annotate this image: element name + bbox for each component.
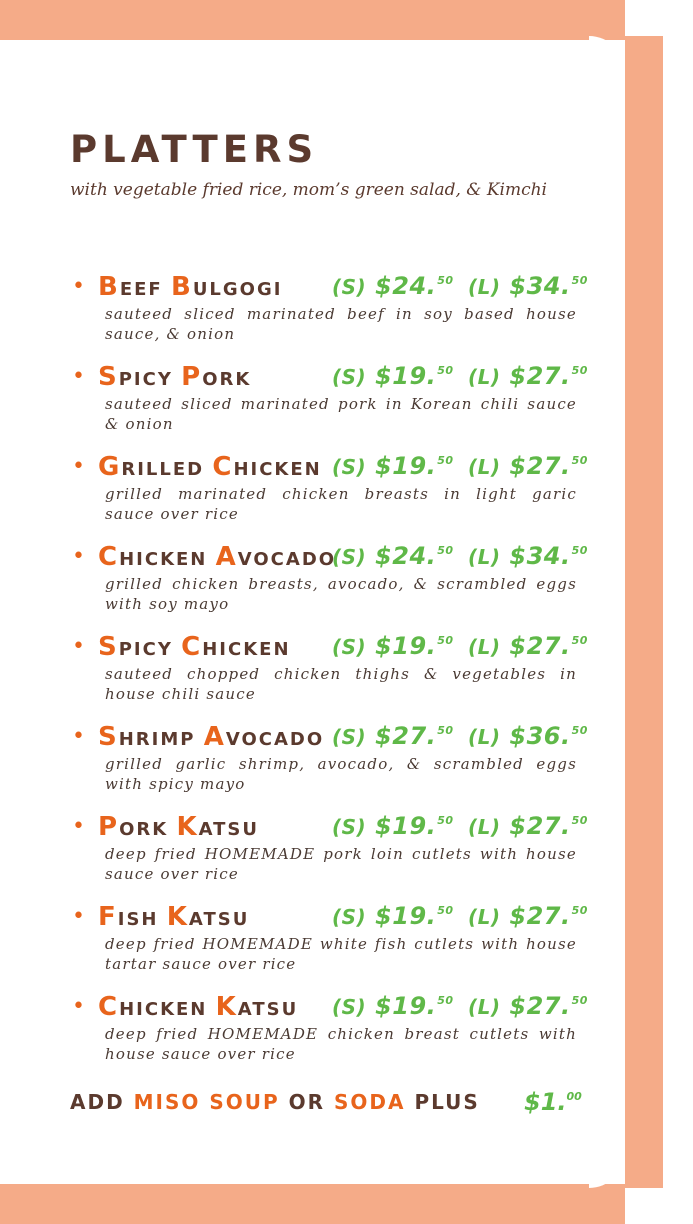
price-large — [468, 902, 588, 930]
price-small-dollars: $19. — [375, 362, 437, 390]
price-large-cents: 50 — [571, 994, 588, 1007]
item-name-rest-1: EEF — [119, 279, 171, 300]
item-description: deep fried HOMEMADE pork loin cutlets with house sauce over rice — [105, 845, 577, 883]
price-small-cents: 50 — [437, 634, 454, 647]
price-large — [468, 542, 588, 570]
menu-item — [70, 270, 590, 360]
size-label-small: (S) — [332, 995, 367, 1019]
price-large-cents: 50 — [571, 274, 588, 287]
price-large-dollars: $34. — [509, 542, 571, 570]
addon-text-1: ADD — [70, 1090, 134, 1114]
price-small — [332, 272, 454, 300]
item-name — [98, 452, 322, 482]
price-small-cents: 50 — [437, 724, 454, 737]
item-name — [98, 632, 291, 662]
item-name-initial-1: S — [98, 632, 119, 662]
menu-item — [70, 360, 590, 450]
addon-price-dollars: $1. — [524, 1088, 567, 1116]
item-name-initial-1: G — [98, 452, 122, 482]
frame-right-border — [625, 36, 663, 1188]
price-small — [332, 992, 454, 1020]
item-description: deep fried HOMEMADE white fish cutlets with house tartar sauce over rice — [105, 935, 577, 973]
size-label-large: (L) — [468, 905, 501, 929]
size-label-small: (S) — [332, 455, 367, 479]
item-name-rest-2: ATSU — [198, 819, 260, 840]
price-large-dollars: $36. — [509, 722, 571, 750]
price-small-cents: 50 — [437, 904, 454, 917]
price-large-cents: 50 — [571, 544, 588, 557]
item-name-rest-1: HRIMP — [118, 729, 204, 750]
item-name-initial-1: C — [98, 992, 120, 1022]
price-large — [468, 812, 588, 840]
price-small-cents: 50 — [437, 454, 454, 467]
item-name — [98, 362, 251, 392]
frame-bottom-border — [0, 1184, 625, 1224]
size-label-small: (S) — [332, 815, 367, 839]
item-description: sauteed chopped chicken thighs & vegetables in house chili sauce — [105, 665, 577, 703]
price-large — [468, 272, 588, 300]
item-name — [98, 812, 259, 842]
price-large — [468, 992, 588, 1020]
price-large — [468, 722, 588, 750]
price-large-dollars: $27. — [509, 812, 571, 840]
price-small — [332, 452, 454, 480]
price-large-dollars: $27. — [509, 902, 571, 930]
addon-text-3: PLUS — [405, 1090, 480, 1114]
price-small-cents: 50 — [437, 364, 454, 377]
price-large — [468, 362, 588, 390]
price-small-dollars: $19. — [375, 632, 437, 660]
item-description: deep fried HOMEMADE chicken breast cutlets with house sauce over rice — [105, 1025, 577, 1063]
price-small-dollars: $27. — [375, 722, 437, 750]
frame-corner-top — [589, 36, 625, 72]
price-small-cents: 50 — [437, 814, 454, 827]
size-label-large: (L) — [468, 635, 501, 659]
item-name-initial-2: K — [215, 992, 238, 1022]
addon-line — [70, 1090, 480, 1114]
price-small-dollars: $19. — [375, 902, 437, 930]
size-label-large: (L) — [468, 365, 501, 389]
item-name — [98, 722, 324, 752]
item-name-initial-2: C — [181, 632, 203, 662]
item-name-initial-2: A — [203, 722, 226, 752]
size-label-small: (S) — [332, 365, 367, 389]
price-small-cents: 50 — [437, 994, 454, 1007]
item-description: sauteed sliced marinated beef in soy based house sauce, & onion — [105, 305, 577, 343]
price-small-dollars: $24. — [375, 542, 437, 570]
item-name-rest-1: ORK — [119, 819, 177, 840]
item-name-rest-1: PICY — [118, 639, 182, 660]
size-label-small: (S) — [332, 725, 367, 749]
item-name-rest-1: HICKEN — [119, 999, 216, 1020]
item-name — [98, 542, 336, 572]
size-label-large: (L) — [468, 995, 501, 1019]
item-name-rest-2: VOCADO — [225, 729, 325, 750]
price-large-dollars: $27. — [509, 632, 571, 660]
item-name — [98, 992, 298, 1022]
price-small-dollars: $24. — [375, 272, 437, 300]
size-label-small: (S) — [332, 275, 367, 299]
frame-corner-cut-top — [625, 0, 693, 36]
menu-title: PLATTERS — [70, 128, 319, 171]
price-large-cents: 50 — [571, 454, 588, 467]
item-description: grilled garlic shrimp, avocado, & scrambled eggs with spicy mayo — [105, 755, 577, 793]
menu-item — [70, 810, 590, 900]
item-description: grilled marinated chicken breasts in light garic sauce over rice — [105, 485, 577, 523]
item-description: sauteed sliced marinated pork in Korean chili sauce & onion — [105, 395, 577, 433]
frame-top-border — [0, 0, 625, 40]
price-small — [332, 902, 454, 930]
item-name-rest-1: RILLED — [121, 459, 213, 480]
bullet-icon: • — [72, 634, 85, 659]
price-small — [332, 632, 454, 660]
size-label-small: (S) — [332, 545, 367, 569]
price-large-dollars: $27. — [509, 992, 571, 1020]
menu-item — [70, 450, 590, 540]
item-name-initial-2: C — [212, 452, 234, 482]
addon-price-cents: 00 — [566, 1090, 582, 1103]
item-name-rest-1: ISH — [117, 909, 167, 930]
price-small-cents: 50 — [437, 544, 454, 557]
price-small-dollars: $19. — [375, 452, 437, 480]
size-label-large: (L) — [468, 725, 501, 749]
price-small-dollars: $19. — [375, 992, 437, 1020]
item-name-rest-2: HICKEN — [233, 459, 322, 480]
item-name-initial-1: B — [98, 272, 120, 302]
menu-item — [70, 900, 590, 990]
size-label-small: (S) — [332, 635, 367, 659]
menu-item — [70, 630, 590, 720]
item-name — [98, 272, 282, 302]
addon-soda: SODA — [334, 1090, 406, 1114]
addon-text-2: OR — [279, 1090, 335, 1114]
item-name-initial-1: P — [98, 812, 120, 842]
addon-miso-soup: MISO SOUP — [133, 1090, 280, 1114]
menu-item — [70, 720, 590, 810]
item-name-initial-1: F — [98, 902, 118, 932]
price-large-cents: 50 — [571, 364, 588, 377]
price-large-dollars: $34. — [509, 272, 571, 300]
item-name-initial-1: S — [98, 362, 119, 392]
price-large — [468, 632, 588, 660]
price-large-cents: 50 — [571, 814, 588, 827]
addon-price — [524, 1088, 582, 1116]
menu-items-list — [70, 270, 590, 1080]
size-label-large: (L) — [468, 275, 501, 299]
item-name-initial-1: C — [98, 542, 120, 572]
bullet-icon: • — [72, 904, 85, 929]
price-large-dollars: $27. — [509, 362, 571, 390]
price-large-cents: 50 — [571, 904, 588, 917]
item-name-rest-1: PICY — [118, 369, 182, 390]
item-name-rest-2: ATSU — [237, 999, 299, 1020]
size-label-large: (L) — [468, 545, 501, 569]
bullet-icon: • — [72, 544, 85, 569]
size-label-small: (S) — [332, 905, 367, 929]
item-name-initial-2: A — [215, 542, 238, 572]
price-small — [332, 812, 454, 840]
price-small-dollars: $19. — [375, 812, 437, 840]
item-name-rest-2: HICKEN — [202, 639, 291, 660]
item-name-initial-1: S — [98, 722, 119, 752]
price-large-cents: 50 — [571, 634, 588, 647]
item-name-initial-2: K — [166, 902, 189, 932]
price-small-cents: 50 — [437, 274, 454, 287]
price-small — [332, 362, 454, 390]
item-description: grilled chicken breasts, avocado, & scrambled eggs with soy mayo — [105, 575, 577, 613]
price-small — [332, 722, 454, 750]
bullet-icon: • — [72, 454, 85, 479]
price-small — [332, 542, 454, 570]
item-name-initial-2: K — [176, 812, 199, 842]
frame-corner-bottom — [589, 1152, 625, 1188]
item-name-rest-2: ORK — [202, 369, 252, 390]
item-name-rest-2: VOCADO — [237, 549, 337, 570]
menu-item — [70, 540, 590, 630]
item-name-rest-1: HICKEN — [119, 549, 216, 570]
bullet-icon: • — [72, 364, 85, 389]
price-large-dollars: $27. — [509, 452, 571, 480]
price-large — [468, 452, 588, 480]
item-name-initial-2: B — [170, 272, 193, 302]
bullet-icon: • — [72, 994, 85, 1019]
item-name-initial-2: P — [181, 362, 203, 392]
item-name — [98, 902, 249, 932]
item-name-rest-2: ATSU — [188, 909, 250, 930]
bullet-icon: • — [72, 814, 85, 839]
size-label-large: (L) — [468, 815, 501, 839]
frame-corner-cut-bottom — [625, 1188, 693, 1224]
price-large-cents: 50 — [571, 724, 588, 737]
bullet-icon: • — [72, 274, 85, 299]
menu-item — [70, 990, 590, 1080]
size-label-large: (L) — [468, 455, 501, 479]
item-name-rest-2: ULGOGI — [192, 279, 283, 300]
bullet-icon: • — [72, 724, 85, 749]
menu-subtitle: with vegetable fried rice, mom’s green salad, & Kimchi — [70, 180, 547, 200]
